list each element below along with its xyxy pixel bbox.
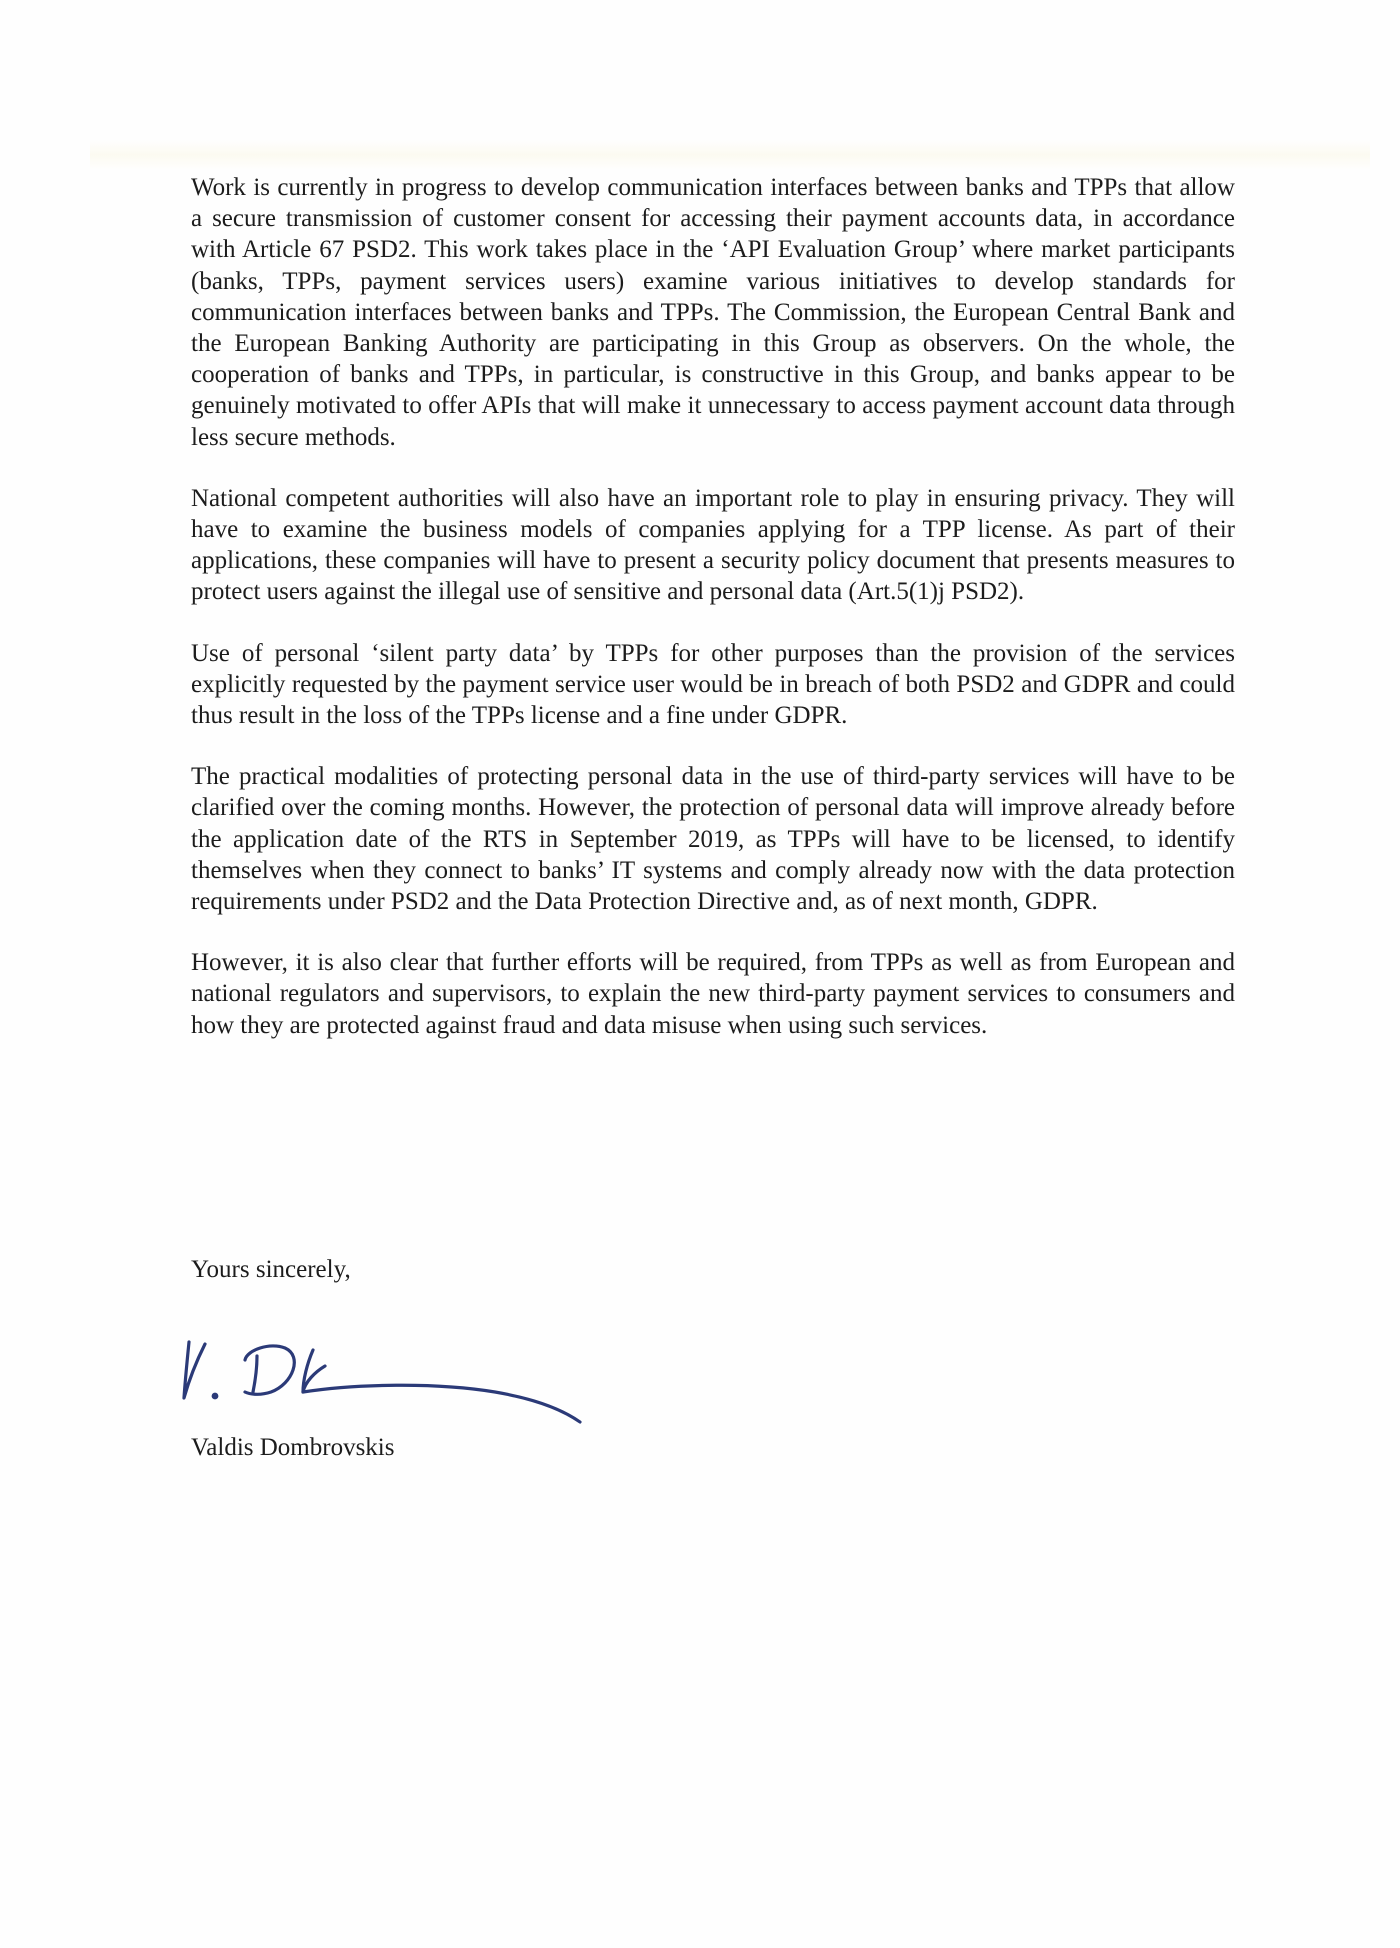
- handwritten-signature: [175, 1320, 595, 1430]
- paragraph-practical-modalities: The practical modalities of protecting personal data in the use of third-party services will have to be clarified over the coming months. However, the protection of personal data will improve already before the application date of the RTS in September 2019, as TPPs will have to be licensed, to identify themselves when they connect to banks’ IT systems and comply already now with the data protection requirements under PSD2 and the Data Protection Directive and, as of next month, GDPR.: [191, 763, 1235, 916]
- closing-salutation: Yours sincerely,: [191, 1256, 351, 1283]
- signatory-name: Valdis Dombrovskis: [191, 1434, 395, 1461]
- paragraph-api-evaluation: Work is currently in progress to develop communication interfaces between banks and TPPs that allow a secure transmission of customer consent for accessing their payment accounts data, in accordance with Article 67 PSD2. This work takes place in the ‘API Evaluation Group’ where market participants (banks, TPPs, payment services users) examine various initiatives to develop standards for communication interfaces between banks and TPPs. The Commission, the European Central Bank and the European Banking Authority are participating in this Group as observers. On the whole, the cooperation of banks and TPPs, in particular, is constructive in this Group, and banks appear to be genuinely motivated to offer APIs that will make it unnecessary to access payment account data through less secure methods.: [191, 174, 1235, 451]
- paragraph-silent-party-data: Use of personal ‘silent party data’ by TPPs for other purposes than the provision of the services explicitly requested by the payment service user would be in breach of both PSD2 and GDPR and could thus result in the loss of the TPPs license and a fine under GDPR.: [191, 639, 1235, 730]
- scan-artifact: [90, 140, 1370, 170]
- paragraph-further-efforts: However, it is also clear that further efforts will be required, from TPPs as well as from European and national regulators and supervisors, to explain the new third-party payment services to consumers and how they are protected against fraud and data misuse when using such services.: [191, 949, 1235, 1039]
- letter-body: [191, 172, 1235, 1071]
- paragraph-national-authorities: National competent authorities will also have an important role to play in ensuring privacy. They will have to examine the business models of companies applying for a TPP license. As part of their applications, these companies will have to present a security policy document that presents measures to protect users against the illegal use of sensitive and personal data (Art.5(1)j PSD2).: [191, 484, 1235, 606]
